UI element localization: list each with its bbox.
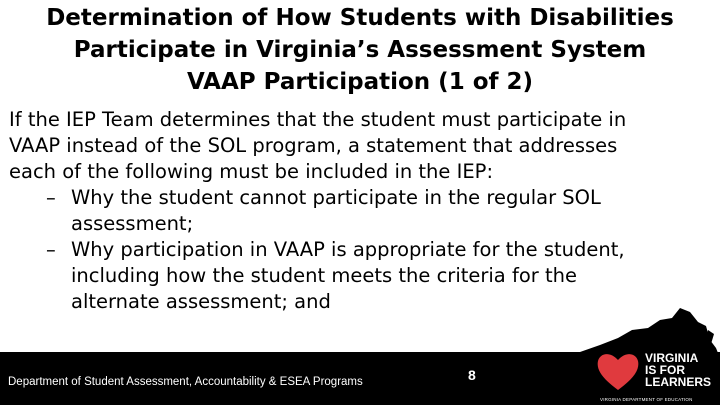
bullet-dash: – xyxy=(46,186,56,209)
bullet-line: assessment; xyxy=(71,212,194,235)
title-line-3: VAAP Participation (1 of 2) xyxy=(186,69,534,95)
slide-body xyxy=(9,107,709,315)
logo-line-2: IS FOR xyxy=(645,363,686,377)
bullet-line: Why the student cannot participate in the regular SOL xyxy=(71,186,601,209)
bullet-dash: – xyxy=(46,238,56,261)
bullet-line: alternate assessment; and xyxy=(71,290,331,313)
slide-title xyxy=(0,2,720,98)
title-line-1: Determination of How Students with Disabilities xyxy=(46,5,674,31)
intro-line: VAAP instead of the SOL program, a statement that addresses xyxy=(9,134,618,157)
bullet-item xyxy=(9,185,709,237)
logo-line-3: LEARNERS xyxy=(645,375,712,389)
logo-line-1: VIRGINIA xyxy=(645,351,699,365)
bullet-line: including how the student meets the criteria for the xyxy=(71,264,577,287)
intro-line: each of the following must be included in the IEP: xyxy=(9,160,494,183)
logo-wordmark xyxy=(645,352,711,388)
title-line-2: Participate in Virginia’s Assessment System xyxy=(73,37,647,63)
bullet-line: Why participation in VAAP is appropriate for the student, xyxy=(71,238,625,261)
heart-icon xyxy=(595,348,641,394)
logo-department: VIRGINIA DEPARTMENT OF EDUCATION xyxy=(600,397,693,402)
virginia-is-for-learners-logo xyxy=(595,348,715,405)
intro-paragraph xyxy=(9,107,709,185)
page-number: 8 xyxy=(468,367,476,383)
footer-department: Department of Student Assessment, Accountability & ESEA Programs xyxy=(8,376,363,388)
intro-line: If the IEP Team determines that the student must participate in xyxy=(9,108,627,131)
